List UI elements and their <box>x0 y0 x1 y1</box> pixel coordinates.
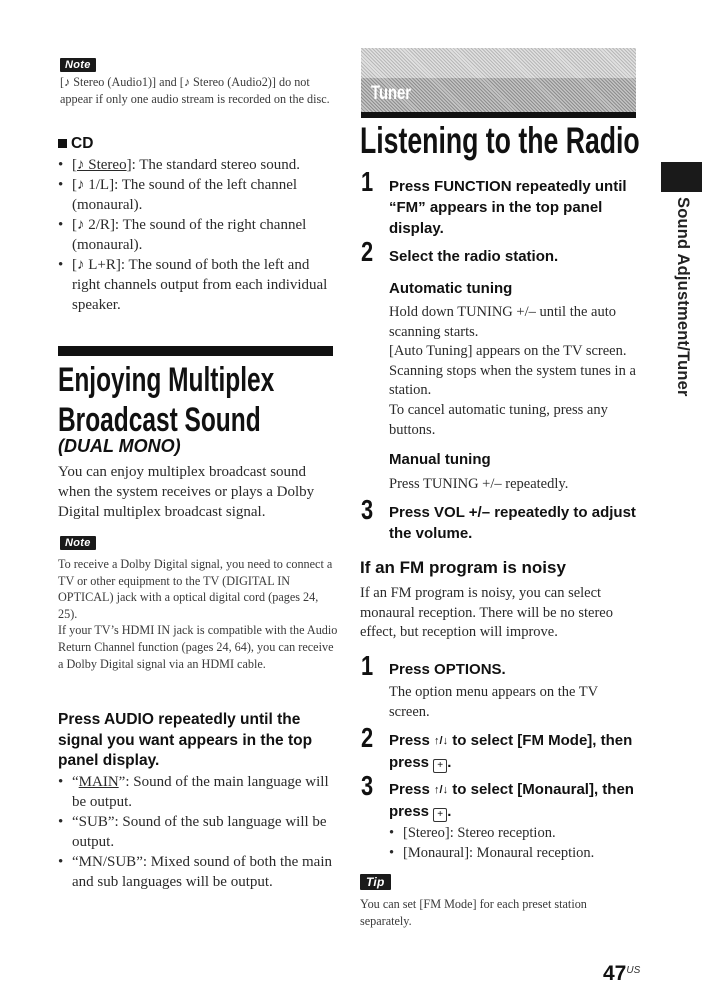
paragraph: If an FM program is noisy, you can select monaural reception. There will be no stereo effect, but reception will improve. <box>360 585 613 641</box>
list-item: • “MAIN”: Sound of the main language will be output. <box>58 772 333 812</box>
section-tab-label: Tuner <box>371 83 412 104</box>
step-text: Select the radio station. <box>389 248 559 265</box>
step-text: Press VOL +/– repeatedly to adjust the volume. <box>389 504 636 542</box>
mode-options-list <box>389 823 634 863</box>
note-text: To receive a Dolby Digital signal, you need to connect a TV or other equipment to the TV (DIGITAL IN OPTICAL) jack with a optical digital cord (pages 24, 25). If your TV’s HDMI IN jack is compatible with the Audio Return Channel function (pages 24, 64), you can receive a Dolby Digital signal via an HDMI cable. <box>58 557 338 671</box>
subheading: If an FM program is noisy <box>360 558 566 577</box>
paragraph: Press TUNING +/– repeatedly. <box>389 476 569 492</box>
list-item: • [Monaural]: Monaural reception. <box>389 843 634 863</box>
enter-button-icon: + <box>433 759 447 773</box>
section-title: Enjoying Multiplex Broadcast Sound <box>58 361 275 439</box>
paragraph: The option menu appears on the TV screen. <box>389 684 598 720</box>
step-text: Press ↑/↓ to select [FM Mode], then press + . <box>389 732 633 771</box>
up-down-arrows-icon: ↑/↓ <box>434 735 449 747</box>
side-tab <box>672 197 692 397</box>
cd-options-list <box>58 155 333 315</box>
subheading: Automatic tuning <box>389 280 513 297</box>
instruction-heading: Press AUDIO repeatedly until the signal you want appears in the top panel display. <box>58 711 313 769</box>
note-badge: Note <box>60 58 96 72</box>
step-number: 1 <box>361 166 374 197</box>
section-subtitle: (DUAL MONO) <box>58 436 181 456</box>
list-item: • [♪ 1/L]: The sound of the left channel (monaural). <box>58 175 333 215</box>
step-text: Press OPTIONS. <box>389 661 506 678</box>
paragraph: Hold down TUNING +/– until the auto scanning starts. [Auto Tuning] appears on the TV screen. Scanning stops when the system tunes in a station. To cancel automatic tuning, press any buttons. <box>389 304 636 438</box>
step-number: 2 <box>361 236 374 267</box>
list-item: • “MN/SUB”: Mixed sound of both the main and sub languages will be output. <box>58 852 333 892</box>
list-item: • [♪ 2/R]: The sound of the right channel (monaural). <box>58 215 333 255</box>
cd-heading: CD <box>58 135 93 153</box>
up-down-arrows-icon: ↑/↓ <box>434 784 449 796</box>
side-tab-label: Sound Adjustment/Tuner <box>674 197 692 397</box>
list-item: • “SUB”: Sound of the sub language will be output. <box>58 812 333 852</box>
step-text: Press ↑/↓ to select [Monaural], then press + . <box>389 781 634 820</box>
side-tab-marker <box>661 162 702 192</box>
subheading: Manual tuning <box>389 451 491 468</box>
list-item: • [♪ L+R]: The sound of both the left and right channels output from each individual speaker. <box>58 255 333 315</box>
step-number: 3 <box>361 494 374 525</box>
audio-options-list <box>58 772 333 892</box>
intro-paragraph: You can enjoy multiplex broadcast sound when the system receives or plays a Dolby Digital multiplex broadcast signal. <box>58 464 315 520</box>
enter-button-icon: + <box>433 808 447 822</box>
section-rule <box>361 112 636 118</box>
note-badge: Note <box>60 536 96 550</box>
step-number: 2 <box>361 722 374 753</box>
page-number: $47^{US}$ <box>603 962 641 985</box>
square-bullet-icon <box>58 139 67 148</box>
tip-text: You can set [FM Mode] for each preset station separately. <box>360 897 587 928</box>
page-title: Listening to the Radio <box>360 120 640 161</box>
note-text: [♪ Stereo (Audio1)] and [♪ Stereo (Audio2)] do not appear if only one audio stream is recorded on the disc. <box>60 75 330 106</box>
step-number: 1 <box>361 650 374 681</box>
list-item: • [♪ Stereo]: The standard stereo sound. <box>58 155 333 175</box>
list-item: • [Stereo]: Stereo reception. <box>389 823 634 843</box>
step-number: 3 <box>361 770 374 801</box>
section-rule <box>58 346 333 356</box>
step-text: Press FUNCTION repeatedly until “FM” appears in the top panel display. <box>389 178 627 237</box>
tip-badge: Tip <box>360 874 391 890</box>
